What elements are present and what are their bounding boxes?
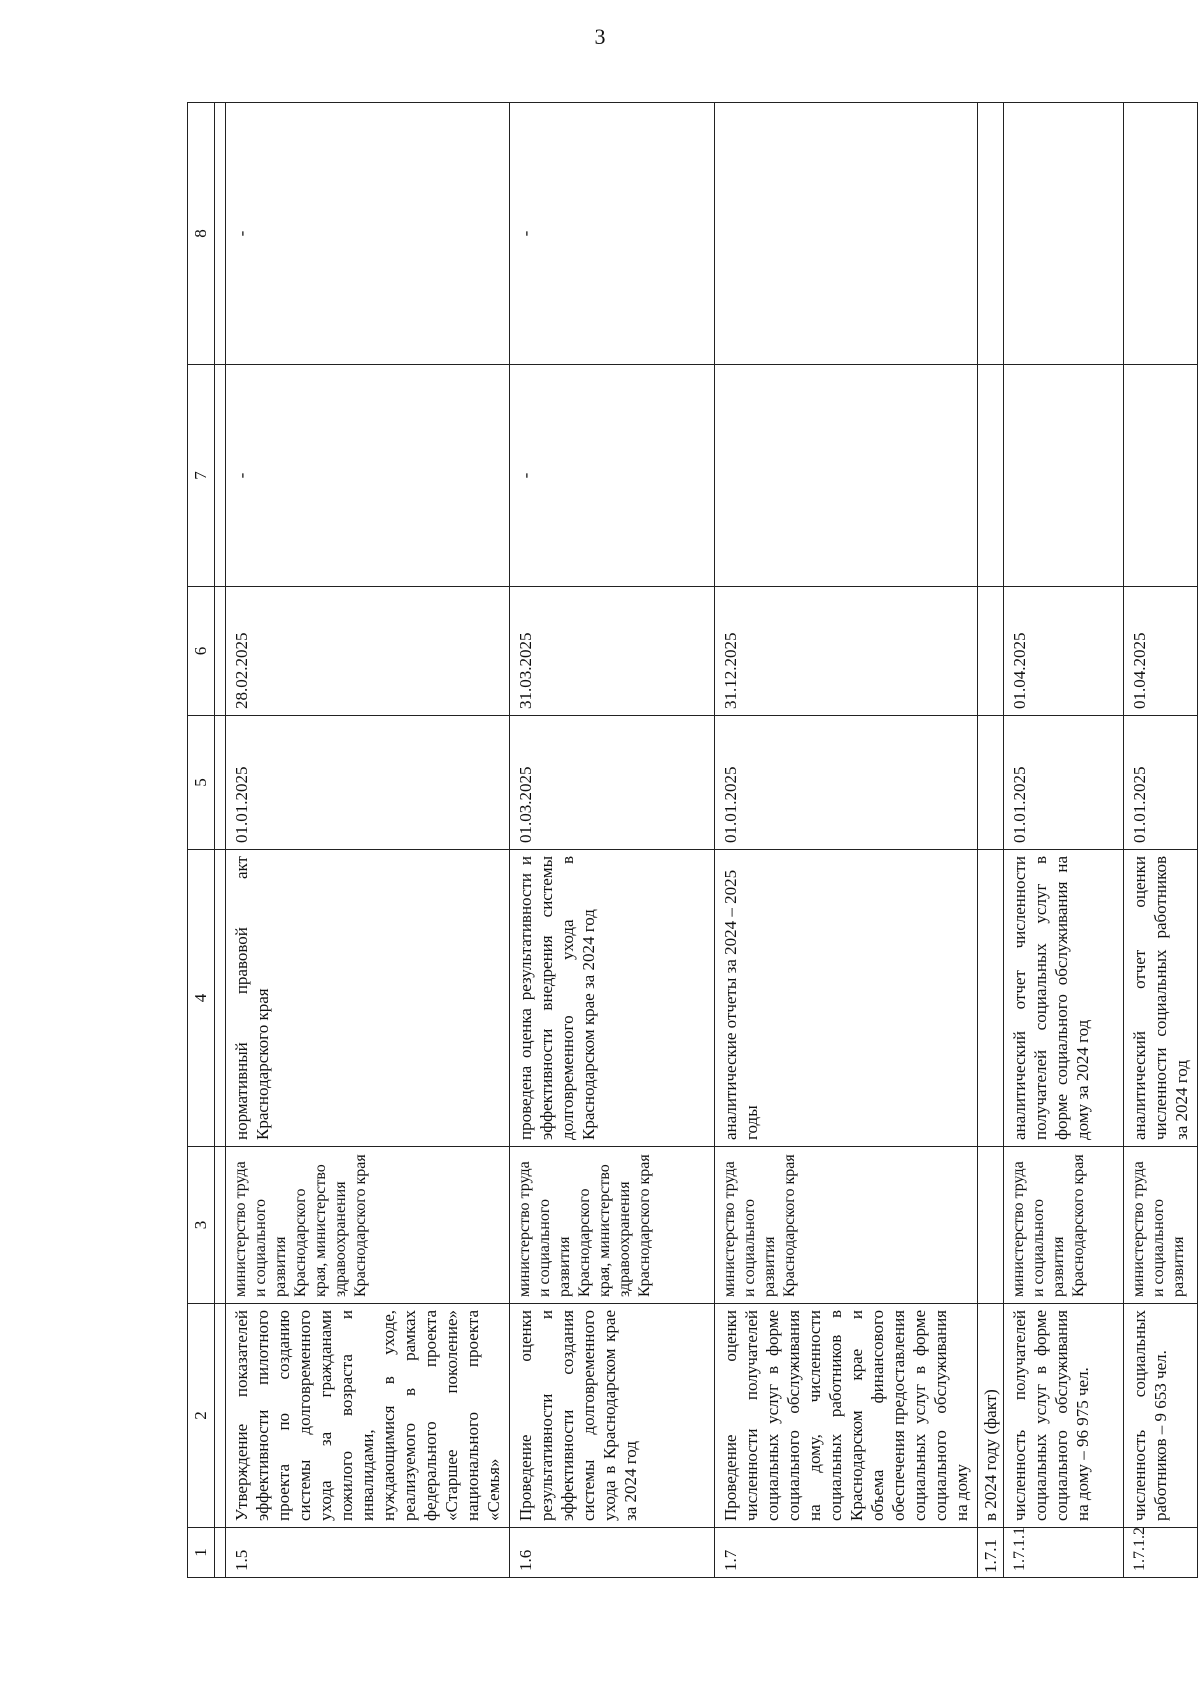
col8-cell xyxy=(1004,103,1124,365)
row-number: 1.5 xyxy=(226,1528,510,1578)
end-date-cell: 31.12.2025 xyxy=(715,587,978,716)
header-cell: 7 xyxy=(188,365,215,587)
dash-mark: - xyxy=(232,230,251,237)
responsible-cell: министерство труда и социального развития xyxy=(1124,1147,1198,1304)
col8-cell xyxy=(226,103,510,365)
header-cell: 2 xyxy=(188,1304,215,1528)
responsible-cell: министерство труда и социального развития Краснодарского края, министерство здравоохранения Краснодарского края xyxy=(510,1147,715,1304)
responsible-cell: министерство труда и социального развития Краснодарского края xyxy=(1004,1147,1124,1304)
result-cell: аналитический отчет численности получателей социальных услуг в форме социального обслуживания на дому за 2024 год xyxy=(1004,850,1124,1147)
result-cell: аналитический отчет оценки численности социальных работников за 2024 год xyxy=(1124,850,1198,1147)
result-cell xyxy=(978,850,1004,1147)
end-date-cell: 01.04.2025 xyxy=(1004,587,1124,716)
col7-cell xyxy=(510,365,715,587)
header-row xyxy=(188,103,215,1578)
header-cell: 1 xyxy=(188,1528,215,1578)
rotated-table-container xyxy=(187,103,1191,1578)
table-row xyxy=(978,103,1004,1578)
col7-cell xyxy=(978,365,1004,587)
col7-cell xyxy=(1004,365,1124,587)
header-cell: 8 xyxy=(188,103,215,365)
header-cell: 4 xyxy=(188,850,215,1147)
start-date-cell: 01.01.2025 xyxy=(1004,716,1124,850)
event-cell: Утверждение показателей эффективности пилотного проекта по созданию системы долговременного ухода за гражданами пожилого возраста и инвалидами, нуждающимися в уходе, реализуемого в рамках федерального проекта «Старшее поколение» национального проекта «Семья» xyxy=(226,1304,510,1528)
spacer-row xyxy=(215,103,226,1578)
header-cell: 6 xyxy=(188,587,215,716)
table-row xyxy=(1004,103,1124,1578)
row-number: 1.7 xyxy=(715,1528,978,1578)
col8-cell xyxy=(1124,103,1198,365)
start-date-cell: 01.01.2025 xyxy=(226,716,510,850)
row-number: 1.7.1.1 xyxy=(1004,1528,1124,1578)
dash-mark: - xyxy=(232,472,251,479)
end-date-cell: 31.03.2025 xyxy=(510,587,715,716)
table-row xyxy=(715,103,978,1578)
col7-cell xyxy=(715,365,978,587)
end-date-cell: 01.04.2025 xyxy=(1124,587,1198,716)
event-cell: в 2024 году (факт) xyxy=(978,1304,1004,1528)
responsible-cell xyxy=(978,1147,1004,1304)
result-cell: нормативный правовой акт Краснодарского края xyxy=(226,850,510,1147)
event-cell: численность получателей социальных услуг в форме социального обслуживания на дому – 96 975 чел. xyxy=(1004,1304,1124,1528)
row-number: 1.7.1 xyxy=(978,1528,1004,1578)
event-cell: Проведение оценки результативности и эффективности создания системы долговременного ухода в Краснодарском крае за 2024 год xyxy=(510,1304,715,1528)
end-date-cell xyxy=(978,587,1004,716)
start-date-cell: 01.01.2025 xyxy=(715,716,978,850)
col8-cell xyxy=(510,103,715,365)
result-cell: проведена оценка результативности и эффективности внедрения системы долговременного ухода в Краснодарском крае за 2024 год xyxy=(510,850,715,1147)
header-cell: 5 xyxy=(188,716,215,850)
table-row xyxy=(510,103,715,1578)
dash-mark: - xyxy=(516,472,535,479)
plan-table xyxy=(187,102,1198,1578)
result-cell: аналитические отчеты за 2024 – 2025 годы xyxy=(715,850,978,1147)
table-row xyxy=(226,103,510,1578)
event-cell: численность социальных работников – 9 653 чел. xyxy=(1124,1304,1198,1528)
col8-cell xyxy=(715,103,978,365)
table-row xyxy=(1124,103,1198,1578)
col7-cell xyxy=(1124,365,1198,587)
start-date-cell: 01.03.2025 xyxy=(510,716,715,850)
responsible-cell: министерство труда и социального развития Краснодарского края, министерство здравоохранения Краснодарского края xyxy=(226,1147,510,1304)
event-cell: Проведение оценки численности получателей социальных услуг в форме социального обслуживания на дому, численности социальных работников в Краснодарском крае и объема финансового обеспечения предоставления социальных услуг в форме социального обслуживания на дому xyxy=(715,1304,978,1528)
start-date-cell: 01.01.2025 xyxy=(1124,716,1198,850)
responsible-cell: министерство труда и социального развития Краснодарского края xyxy=(715,1147,978,1304)
header-cell: 3 xyxy=(188,1147,215,1304)
col8-cell xyxy=(978,103,1004,365)
col7-cell xyxy=(226,365,510,587)
page-number: 3 xyxy=(594,24,606,49)
start-date-cell xyxy=(978,716,1004,850)
dash-mark: - xyxy=(516,230,535,237)
row-number: 1.6 xyxy=(510,1528,715,1578)
end-date-cell: 28.02.2025 xyxy=(226,587,510,716)
row-number: 1.7.1.2 xyxy=(1124,1528,1198,1578)
